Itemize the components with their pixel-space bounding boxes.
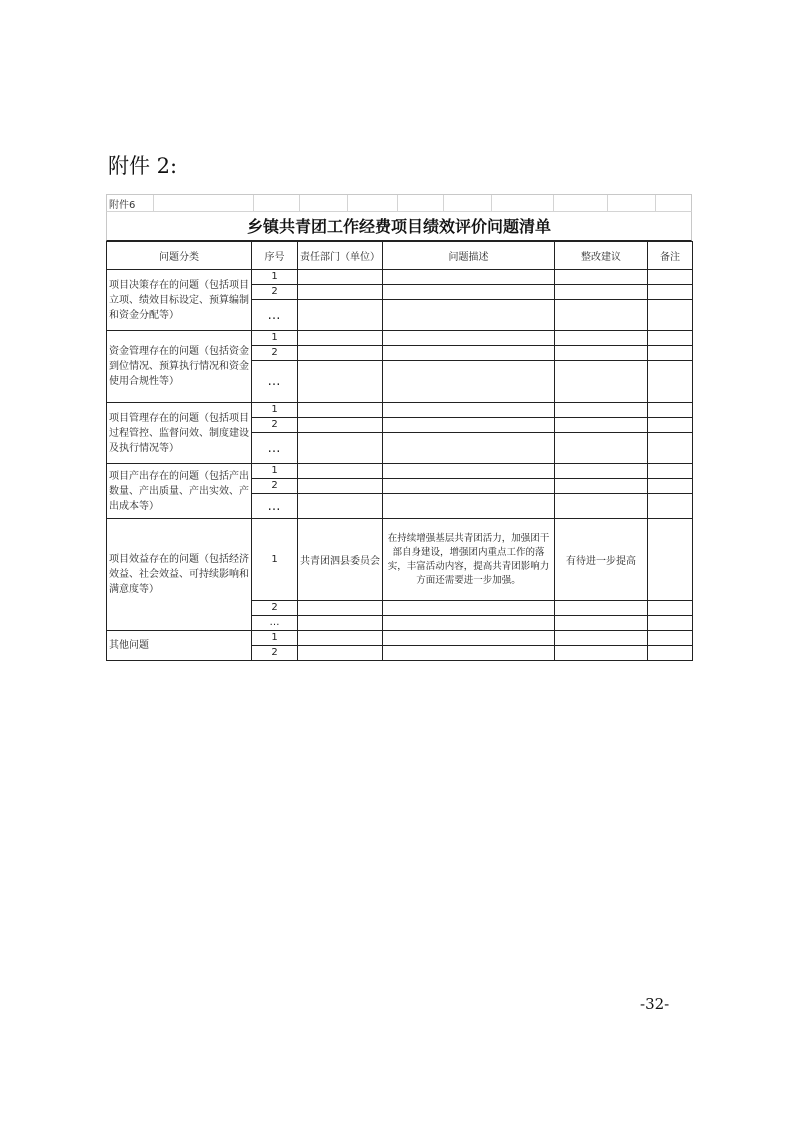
- row-number: 2: [252, 601, 298, 616]
- row-ellipsis: …: [252, 300, 298, 331]
- table-header-row: [107, 242, 693, 270]
- category-benefit: 项目效益存在的问题（包括经济效益、社会效益、可持续影响和满意度等）: [107, 519, 252, 631]
- category-funds: 资金管理存在的问题（包括资金到位情况、预算执行情况和资金使用合规性等）: [107, 331, 252, 403]
- table-row: [107, 270, 693, 285]
- row-ellipsis: …: [252, 361, 298, 403]
- table-row: [107, 403, 693, 418]
- issue-table: [106, 241, 693, 661]
- table-title: 乡镇共青团工作经费项目绩效评价问题清单: [106, 211, 692, 241]
- row-number: 1: [252, 631, 298, 646]
- header-department: 责任部门（单位）: [298, 242, 383, 270]
- row-number: 1: [252, 519, 298, 601]
- attachment-label: 附件 2:: [108, 154, 178, 178]
- sheet-label: 附件6: [109, 200, 136, 211]
- category-other: 其他问题: [107, 631, 252, 661]
- row-number: 2: [252, 285, 298, 300]
- row-ellipsis: …: [252, 616, 298, 631]
- header-number: 序号: [252, 242, 298, 270]
- row-number: 2: [252, 346, 298, 361]
- row-number: 1: [252, 403, 298, 418]
- row-ellipsis: …: [252, 494, 298, 519]
- header-remarks: 备注: [648, 242, 693, 270]
- row-number: 2: [252, 646, 298, 661]
- category-decision: 项目决策存在的问题（包括项目立项、绩效目标设定、预算编制和资金分配等）: [107, 270, 252, 331]
- issue-description: 在持续增强基层共青团活力，加强团干部自身建设，增强团内重点工作的落实，丰富活动内容，提高共青团影响力方面还需要进一步加强。: [383, 519, 555, 601]
- row-number: 2: [252, 418, 298, 433]
- row-number: 1: [252, 464, 298, 479]
- row-number: 1: [252, 331, 298, 346]
- category-output: 项目产出存在的问题（包括产出数量、产出质量、产出实效、产出成本等）: [107, 464, 252, 519]
- table-row: [107, 519, 693, 601]
- issue-list-sheet: [106, 194, 692, 661]
- table-row: [107, 464, 693, 479]
- table-row: [107, 331, 693, 346]
- header-description: 问题描述: [383, 242, 555, 270]
- page-number: -32-: [640, 995, 670, 1013]
- row-number: 2: [252, 479, 298, 494]
- table-row: [107, 631, 693, 646]
- header-suggestion: 整改建议: [555, 242, 648, 270]
- responsible-department: 共青团泗县委员会: [298, 519, 383, 601]
- sheet-header-row: [106, 194, 692, 211]
- row-ellipsis: …: [252, 433, 298, 464]
- rectification-suggestion: 有待进一步提高: [555, 519, 648, 601]
- header-category: 问题分类: [107, 242, 252, 270]
- row-number: 1: [252, 270, 298, 285]
- category-management: 项目管理存在的问题（包括项目过程管控、监督问效、制度建设及执行情况等）: [107, 403, 252, 464]
